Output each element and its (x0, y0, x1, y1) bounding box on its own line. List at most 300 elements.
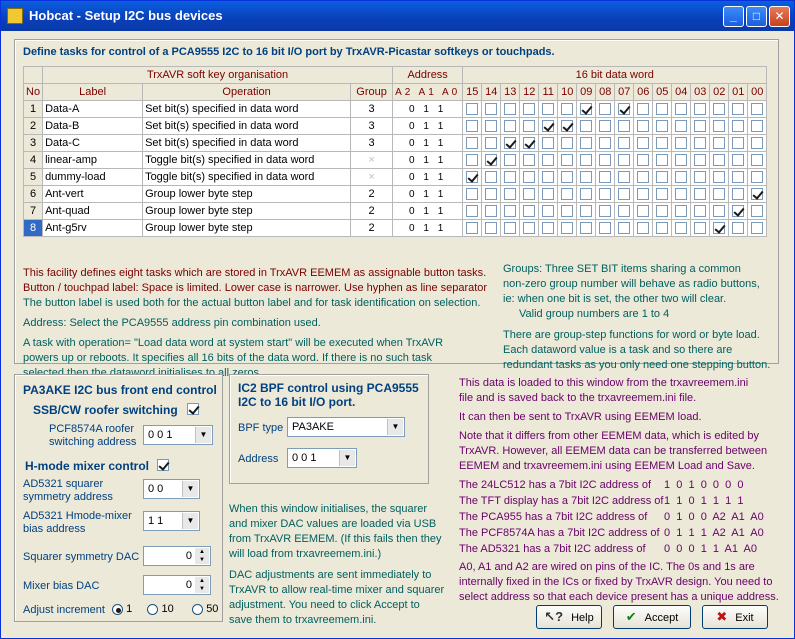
bit-checkbox[interactable] (618, 103, 630, 115)
bit-checkbox[interactable] (675, 222, 687, 234)
ssb-checkbox[interactable] (187, 403, 199, 415)
bit-checkbox[interactable] (561, 188, 573, 200)
table-row[interactable] (24, 220, 767, 237)
i2c-address-row (459, 542, 787, 558)
row-number[interactable]: 6 (24, 186, 43, 203)
task-address-cell[interactable]: 0 1 1 (393, 118, 463, 135)
row-number[interactable]: 4 (24, 152, 43, 169)
bit-checkbox[interactable] (732, 188, 744, 200)
col-address: A2 A1 A0 (393, 84, 463, 101)
bit-checkbox[interactable] (656, 205, 668, 217)
info-line: EEMEM and trxavreemem.ini using EEMEM Load and Save. (459, 460, 755, 472)
bit-checkbox[interactable] (466, 120, 478, 132)
header-soft-key: TrxAVR soft key organisation (43, 67, 393, 84)
bpf-title (238, 381, 419, 409)
ad-squarer-label-line: AD5321 squarer (23, 478, 104, 490)
task-label-cell[interactable]: Data-C (43, 135, 143, 152)
i2c-address-bits: 1 1 0 1 1 1 1 (664, 495, 744, 507)
bit-checkbox[interactable] (694, 103, 706, 115)
minimize-button[interactable]: _ (723, 6, 744, 27)
bit-checkbox[interactable] (523, 120, 535, 132)
bit-cell (691, 220, 710, 237)
bit-checkbox[interactable] (580, 154, 592, 166)
task-group-cell[interactable]: × (351, 169, 393, 186)
bit-cell (520, 135, 539, 152)
info-line: This data is loaded to this window from the trxavreemem.ini (459, 377, 749, 389)
bit-cell (558, 152, 577, 169)
bit-checkbox[interactable] (523, 171, 535, 183)
bit-checkbox[interactable] (751, 154, 763, 166)
bit-checkbox[interactable] (618, 205, 630, 217)
note-line: will load from trxavreemem.ini.) (229, 548, 382, 560)
bit-checkbox[interactable] (485, 222, 497, 234)
task-label-cell[interactable]: Ant-vert (43, 186, 143, 203)
pcf-label-line: switching address (49, 436, 137, 448)
ad-hmode-label-line: AD5321 Hmode-mixer (23, 510, 132, 522)
bit-cell (615, 135, 634, 152)
task-label-cell[interactable]: Ant-g5rv (43, 220, 143, 237)
bit-checkbox[interactable] (694, 171, 706, 183)
bit-checkbox[interactable] (466, 188, 478, 200)
adjust-option-label: 10 (161, 603, 174, 615)
bit-cell (748, 169, 767, 186)
task-address-cell[interactable]: 0 1 1 (393, 186, 463, 203)
bit-cell (615, 203, 634, 220)
bit-checkbox[interactable] (504, 188, 516, 200)
col-bit: 15 (463, 84, 482, 101)
bit-checkbox[interactable] (599, 103, 611, 115)
bit-checkbox[interactable] (504, 154, 516, 166)
table-row[interactable] (24, 169, 767, 186)
bit-checkbox[interactable] (656, 154, 668, 166)
bit-checkbox[interactable] (637, 188, 649, 200)
bit-checkbox[interactable] (580, 222, 592, 234)
task-operation-cell[interactable]: Group lower byte step (143, 220, 351, 237)
bit-checkbox[interactable] (732, 103, 744, 115)
bit-checkbox[interactable] (599, 222, 611, 234)
bit-checkbox[interactable] (485, 171, 497, 183)
bit-checkbox[interactable] (675, 188, 687, 200)
bit-checkbox[interactable] (504, 205, 516, 217)
ad-hmode-label (23, 510, 132, 536)
bit-checkbox[interactable] (485, 188, 497, 200)
adjust-radio-10[interactable] (147, 604, 158, 615)
bit-checkbox[interactable] (504, 120, 516, 132)
task-group-cell[interactable]: 2 (351, 186, 393, 203)
bpf-type-select[interactable] (287, 417, 405, 437)
bpf-type-label: BPF type (238, 422, 284, 434)
task-operation-cell[interactable]: Toggle bit(s) specified in data word (143, 169, 351, 186)
bit-checkbox[interactable] (732, 205, 744, 217)
task-address-cell[interactable]: 0 1 1 (393, 135, 463, 152)
bit-checkbox[interactable] (751, 103, 763, 115)
bit-checkbox[interactable] (751, 137, 763, 149)
bit-checkbox[interactable] (599, 154, 611, 166)
bit-checkbox[interactable] (675, 103, 687, 115)
bit-checkbox[interactable] (713, 188, 725, 200)
bit-checkbox[interactable] (523, 222, 535, 234)
bit-checkbox[interactable] (599, 120, 611, 132)
close-button[interactable]: ✕ (769, 6, 790, 27)
bit-cell (672, 101, 691, 118)
maximize-button[interactable]: □ (746, 6, 767, 27)
row-number[interactable]: 2 (24, 118, 43, 135)
bit-checkbox[interactable] (751, 171, 763, 183)
bit-cell (729, 169, 748, 186)
grid-corner (24, 67, 43, 84)
bit-checkbox[interactable] (542, 120, 554, 132)
bit-checkbox[interactable] (713, 137, 725, 149)
bit-checkbox[interactable] (713, 205, 725, 217)
bit-cell (558, 101, 577, 118)
bit-checkbox[interactable] (694, 188, 706, 200)
tasks-panel (14, 39, 779, 379)
bit-cell (463, 220, 482, 237)
bit-checkbox[interactable] (675, 205, 687, 217)
task-address-cell[interactable]: 0 1 1 (393, 203, 463, 220)
bit-checkbox[interactable] (561, 120, 573, 132)
header-data-word: 16 bit data word (463, 67, 767, 84)
note-line: TrxAVR to allow real-time mixer and squarer (229, 584, 445, 596)
pcf-label (49, 423, 136, 449)
bit-checkbox[interactable] (732, 137, 744, 149)
bit-checkbox[interactable] (542, 137, 554, 149)
bit-checkbox[interactable] (637, 120, 649, 132)
bit-checkbox[interactable] (637, 137, 649, 149)
bit-cell (501, 203, 520, 220)
bit-checkbox[interactable] (694, 137, 706, 149)
chevron-down-icon[interactable]: ▼ (387, 419, 403, 435)
table-row[interactable] (24, 203, 767, 220)
task-operation-cell[interactable]: Set bit(s) specified in data word (143, 135, 351, 152)
bit-checkbox[interactable] (466, 205, 478, 217)
bit-checkbox[interactable] (580, 120, 592, 132)
task-label-cell[interactable]: dummy-load (43, 169, 143, 186)
row-number[interactable]: 7 (24, 203, 43, 220)
tasks-grid (23, 66, 767, 237)
bit-checkbox[interactable] (618, 154, 630, 166)
bit-checkbox[interactable] (504, 222, 516, 234)
bit-checkbox[interactable] (485, 120, 497, 132)
col-bit: 04 (672, 84, 691, 101)
bit-cell (577, 152, 596, 169)
bit-checkbox[interactable] (656, 171, 668, 183)
bpf-address-select[interactable] (287, 448, 357, 468)
info-line: A0, A1 and A2 are wired on pins of the IC. The 0s and 1s are (459, 561, 755, 573)
bit-checkbox[interactable] (599, 205, 611, 217)
bit-cell (691, 101, 710, 118)
chevron-down-icon[interactable]: ▼ (339, 450, 355, 466)
bit-cell (691, 203, 710, 220)
bit-checkbox[interactable] (675, 137, 687, 149)
task-operation-cell[interactable]: Set bit(s) specified in data word (143, 101, 351, 118)
bit-checkbox[interactable] (580, 103, 592, 115)
bit-cell (710, 101, 729, 118)
bit-checkbox[interactable] (542, 154, 554, 166)
task-group-cell[interactable]: 2 (351, 203, 393, 220)
bit-checkbox[interactable] (523, 205, 535, 217)
bit-cell (596, 220, 615, 237)
bit-checkbox[interactable] (694, 222, 706, 234)
task-group-cell[interactable]: 3 (351, 135, 393, 152)
task-group-cell[interactable]: × (351, 152, 393, 169)
help-button[interactable] (536, 605, 602, 629)
note-line: When this window initialises, the squarer (229, 503, 428, 515)
task-group-cell[interactable]: 2 (351, 220, 393, 237)
task-address-cell[interactable]: 0 1 1 (393, 220, 463, 237)
spinner-arrows-icon[interactable]: ▲ ▼ (195, 577, 209, 593)
adjust-radio-1[interactable] (112, 604, 123, 615)
bit-checkbox[interactable] (523, 103, 535, 115)
bit-checkbox[interactable] (523, 137, 535, 149)
bit-checkbox[interactable] (466, 222, 478, 234)
mixer-dac-spinner[interactable] (143, 575, 211, 595)
bit-checkbox[interactable] (713, 120, 725, 132)
task-label-cell[interactable]: Data-A (43, 101, 143, 118)
task-address-cell[interactable]: 0 1 1 (393, 152, 463, 169)
task-operation-cell[interactable]: Toggle bit(s) specified in data word (143, 152, 351, 169)
table-row[interactable] (24, 135, 767, 152)
row-number[interactable]: 5 (24, 169, 43, 186)
task-group-cell[interactable]: 3 (351, 118, 393, 135)
spinner-arrows-icon[interactable]: ▲ ▼ (195, 548, 209, 564)
bit-checkbox[interactable] (561, 205, 573, 217)
bit-checkbox[interactable] (656, 120, 668, 132)
task-operation-cell[interactable]: Group lower byte step (143, 186, 351, 203)
bit-checkbox[interactable] (580, 137, 592, 149)
bit-checkbox[interactable] (637, 222, 649, 234)
bit-checkbox[interactable] (713, 103, 725, 115)
i2c-device-label: The 24LC512 has a 7bit I2C address of (459, 479, 652, 491)
note-line: save them to trxavreemem.ini. (229, 614, 377, 626)
task-label-cell[interactable]: Ant-quad (43, 203, 143, 220)
bit-checkbox[interactable] (466, 154, 478, 166)
task-group-cell[interactable]: 3 (351, 101, 393, 118)
bit-checkbox[interactable] (542, 103, 554, 115)
col-operation: Operation (143, 84, 351, 101)
note-line: There are group-step functions for word or byte load. (503, 329, 760, 341)
bit-checkbox[interactable] (618, 188, 630, 200)
note-line: Button / touchpad label: Space is limited. Lower case is narrower. Use hyphen as line separator (23, 282, 488, 294)
bpf-address-value: 0 0 1 (292, 452, 317, 464)
bit-checkbox[interactable] (732, 120, 744, 132)
table-row[interactable] (24, 118, 767, 135)
task-address-cell[interactable]: 0 1 1 (393, 169, 463, 186)
col-bit: 07 (615, 84, 634, 101)
bit-checkbox[interactable] (542, 222, 554, 234)
bit-checkbox[interactable] (637, 103, 649, 115)
bit-checkbox[interactable] (675, 120, 687, 132)
bit-checkbox[interactable] (523, 188, 535, 200)
bit-checkbox[interactable] (599, 171, 611, 183)
bit-checkbox[interactable] (732, 222, 744, 234)
bit-checkbox[interactable] (580, 188, 592, 200)
bit-checkbox[interactable] (542, 188, 554, 200)
task-label-cell[interactable]: Data-B (43, 118, 143, 135)
bit-cell (653, 152, 672, 169)
eemem-info (459, 376, 787, 605)
bit-checkbox[interactable] (656, 222, 668, 234)
bit-checkbox[interactable] (485, 154, 497, 166)
adjust-radio-50[interactable] (192, 604, 203, 615)
col-label: Label (43, 84, 143, 101)
adjust-label: Adjust increment (23, 604, 105, 616)
accept-button[interactable] (613, 605, 691, 629)
bit-cell (520, 169, 539, 186)
table-row[interactable] (24, 101, 767, 118)
bit-cell (501, 220, 520, 237)
bit-checkbox[interactable] (751, 222, 763, 234)
mixer-dac-value: 0 (185, 579, 192, 591)
chevron-down-icon[interactable]: ▼ (182, 481, 198, 497)
bit-cell (596, 135, 615, 152)
note-line: Valid group numbers are 1 to 4 (519, 308, 670, 320)
col-bit: 01 (729, 84, 748, 101)
bit-cell (729, 152, 748, 169)
bit-cell (691, 186, 710, 203)
front-end-panel (14, 374, 223, 622)
chevron-down-icon[interactable]: ▼ (182, 513, 198, 529)
task-label-cell[interactable]: linear-amp (43, 152, 143, 169)
bit-checkbox[interactable] (713, 154, 725, 166)
bit-cell (748, 101, 767, 118)
bit-cell (539, 203, 558, 220)
bit-checkbox[interactable] (751, 188, 763, 200)
bit-cell (463, 118, 482, 135)
bit-cell (653, 118, 672, 135)
i2c-address-row (459, 510, 787, 526)
exit-button[interactable] (702, 605, 768, 629)
bit-cell (520, 118, 539, 135)
bit-checkbox[interactable] (599, 188, 611, 200)
bit-cell (672, 152, 691, 169)
bit-cell (463, 186, 482, 203)
bit-checkbox[interactable] (542, 205, 554, 217)
row-number[interactable]: 3 (24, 135, 43, 152)
bit-checkbox[interactable] (694, 154, 706, 166)
ad-squarer-select[interactable] (143, 479, 200, 499)
bit-checkbox[interactable] (637, 205, 649, 217)
front-end-title: PA3AKE I2C bus front end control (23, 383, 217, 397)
bpf-title-line: IC2 BPF control using PCA9555 (238, 381, 419, 395)
bit-checkbox[interactable] (466, 103, 478, 115)
i2c-device-label: The PCA955 has a 7bit I2C address of (459, 511, 648, 523)
bit-checkbox[interactable] (580, 171, 592, 183)
bit-checkbox[interactable] (713, 222, 725, 234)
bit-cell (672, 118, 691, 135)
bit-checkbox[interactable] (504, 103, 516, 115)
table-row[interactable] (24, 152, 767, 169)
bit-checkbox[interactable] (732, 154, 744, 166)
bit-checkbox[interactable] (580, 205, 592, 217)
task-operation-cell[interactable]: Set bit(s) specified in data word (143, 118, 351, 135)
bit-checkbox[interactable] (656, 103, 668, 115)
bit-checkbox[interactable] (618, 120, 630, 132)
bit-checkbox[interactable] (751, 205, 763, 217)
bit-checkbox[interactable] (561, 171, 573, 183)
i2c-device-label: The PCF8574A has a 7bit I2C address of (459, 527, 660, 539)
bit-cell (615, 152, 634, 169)
squarer-dac-value: 0 (185, 550, 192, 562)
info-line: select address so that each device present has a unique address. (459, 591, 779, 603)
bit-checkbox[interactable] (694, 205, 706, 217)
col-bit: 00 (748, 84, 767, 101)
bit-checkbox[interactable] (618, 222, 630, 234)
bit-cell (577, 186, 596, 203)
table-row[interactable] (24, 186, 767, 203)
bit-checkbox[interactable] (599, 137, 611, 149)
bit-cell (710, 169, 729, 186)
bit-checkbox[interactable] (637, 154, 649, 166)
pcf-address-select[interactable] (143, 425, 213, 445)
bit-checkbox[interactable] (694, 120, 706, 132)
bit-cell (710, 220, 729, 237)
bit-cell (482, 203, 501, 220)
bit-checkbox[interactable] (675, 154, 687, 166)
bit-checkbox[interactable] (485, 103, 497, 115)
col-bit: 03 (691, 84, 710, 101)
bit-checkbox[interactable] (466, 137, 478, 149)
bit-cell (520, 186, 539, 203)
bit-checkbox[interactable] (751, 120, 763, 132)
bit-checkbox[interactable] (504, 137, 516, 149)
hmode-checkbox[interactable] (157, 459, 169, 471)
bit-cell (634, 186, 653, 203)
bit-checkbox[interactable] (618, 137, 630, 149)
bit-cell (501, 101, 520, 118)
bit-cell (615, 118, 634, 135)
chevron-down-icon[interactable]: ▼ (195, 427, 211, 443)
bit-checkbox[interactable] (675, 171, 687, 183)
bit-checkbox[interactable] (656, 137, 668, 149)
bit-checkbox[interactable] (561, 103, 573, 115)
bit-checkbox[interactable] (561, 154, 573, 166)
bit-cell (653, 169, 672, 186)
bit-checkbox[interactable] (485, 137, 497, 149)
bit-checkbox[interactable] (732, 171, 744, 183)
bit-cell (710, 203, 729, 220)
bit-cell (615, 101, 634, 118)
bit-checkbox[interactable] (637, 171, 649, 183)
bit-checkbox[interactable] (542, 171, 554, 183)
col-bit: 10 (558, 84, 577, 101)
row-number[interactable]: 8 (24, 220, 43, 237)
ad-hmode-value: 1 1 (148, 515, 164, 527)
ad-hmode-select[interactable] (143, 511, 200, 531)
task-address-cell[interactable]: 0 1 1 (393, 101, 463, 118)
task-operation-cell[interactable]: Group lower byte step (143, 203, 351, 220)
bit-checkbox[interactable] (713, 171, 725, 183)
bit-cell (691, 118, 710, 135)
bpf-title-line: I2C to 16 bit I/O port. (238, 395, 356, 409)
bit-checkbox[interactable] (523, 154, 535, 166)
bit-checkbox[interactable] (485, 205, 497, 217)
notes-right (503, 262, 778, 373)
col-bit: 13 (501, 84, 520, 101)
bit-cell (558, 186, 577, 203)
bit-checkbox[interactable] (466, 171, 478, 183)
bit-checkbox[interactable] (618, 171, 630, 183)
bit-checkbox[interactable] (656, 188, 668, 200)
bit-checkbox[interactable] (561, 137, 573, 149)
note-line: ie: when one bit is set, the other two will clear. (503, 293, 727, 305)
bit-checkbox[interactable] (561, 222, 573, 234)
bit-checkbox[interactable] (504, 171, 516, 183)
squarer-dac-spinner[interactable] (143, 546, 211, 566)
row-number[interactable]: 1 (24, 101, 43, 118)
app-icon (7, 8, 23, 24)
note-line: from TrxAVR EEMEM. (If this fails then they (229, 533, 442, 545)
